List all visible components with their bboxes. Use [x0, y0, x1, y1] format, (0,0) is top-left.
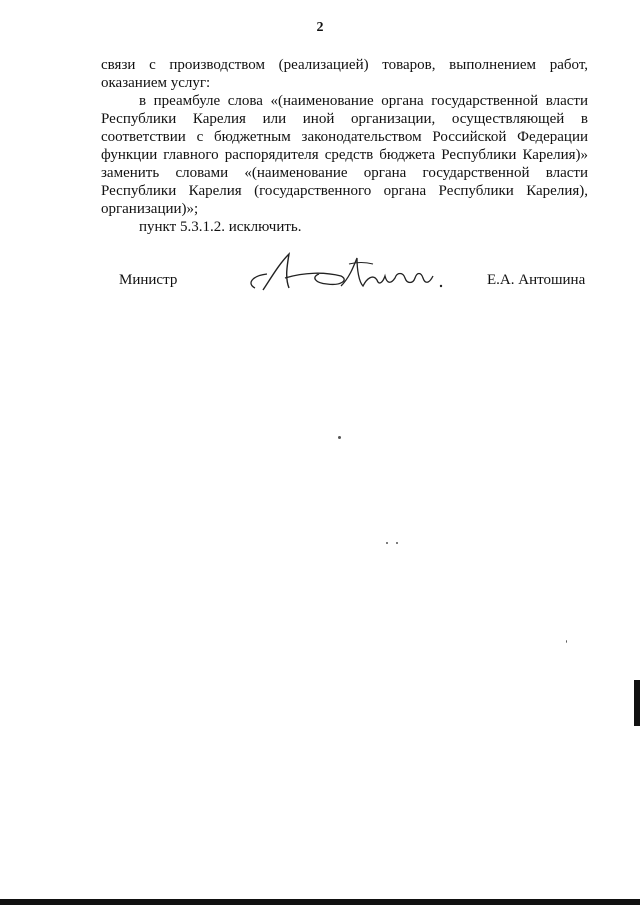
paragraph: связи с производством (реализацией) товаров, выполнением работ, оказанием услуг: [101, 57, 588, 91]
scan-edge-mark [0, 899, 640, 905]
signatory-title: Министр [119, 272, 178, 288]
paragraph: пункт 5.3.1.2. исключить. [139, 219, 302, 235]
paragraph: в преамбуле слова «(наименование органа государственной власти Республики Карелия или иной организации, осуществляющей в соответствии с бюджетным законодательством Российской Федерации функции главного распорядителя средств бюджета Республики Карелия)» заменить словами «(наименование органа государственной власти Республики Карелия (государственного органа Республики Карелия), организации)»; [101, 93, 588, 217]
scan-speck [338, 436, 341, 439]
handwritten-signature [245, 250, 460, 296]
page-number: 2 [316, 20, 324, 35]
scan-speck [396, 542, 398, 544]
scan-speck [566, 640, 567, 643]
document-body [101, 56, 588, 236]
signatory-name: Е.А. Антошина [487, 272, 586, 288]
scan-edge-mark [634, 680, 640, 726]
scan-speck [386, 542, 388, 544]
